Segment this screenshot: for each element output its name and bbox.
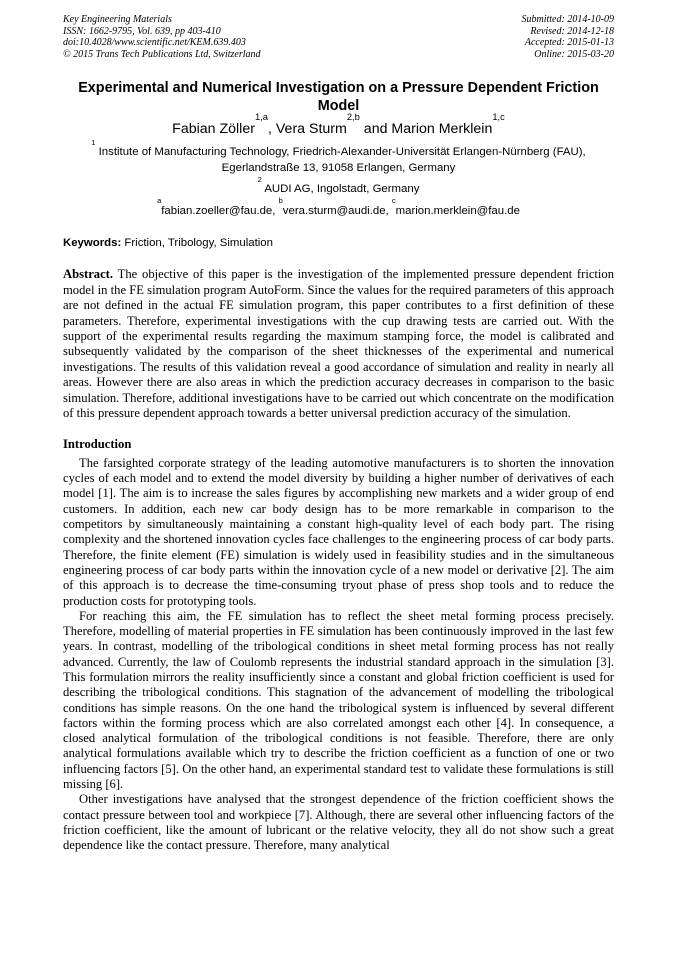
journal-header <box>63 14 614 60</box>
author-separator: and <box>359 121 392 138</box>
keywords <box>63 236 614 251</box>
affiliation <box>63 137 614 176</box>
affiliation <box>63 174 614 198</box>
journal-name: Key Engineering Materials <box>63 14 172 25</box>
date-submitted: Submitted: 2014-10-09 <box>521 14 614 25</box>
journal-doi: doi:10.4028/www.scientific.net/KEM.639.403 <box>63 37 246 49</box>
affiliation-text: Institute of Manufacturing Technology, Friedrich-Alexander-Universität Erlangen-Nürnberg (FAU), Egerlandstraße 13, 91058 Erlangen, Germany <box>98 146 586 174</box>
body-paragraph: For reaching this aim, the FE simulation has to reflect the sheet metal forming process precisely. Therefore, modelling of material properties in FE simulation has been continuously improved in the last few years. In contrast, modelling of the tribological conditions in sheet metal forming process has not really advanced. Currently, the law of Coulomb represents the industrial standard approach in the simulation [3]. This formulation mirrors the reality insufficiently since a constant and global friction coefficient is used for describing the tribological conditions. This stagnation of the advancement of modelling the tribological conditions has simple reasons. On the one hand the tribological system is influenced by several different factors within the forming process which are also correlated amongst each other [4]. In consequence, a closed analytical formulation of the tribological conditions is not feasible. Therefore, there are only analytical formulations available which try to describe the friction coefficient as a function of one or two influencing factors [5]. On the other hand, an experimental standard test to validate these formulations is still missing [6]. <box>63 608 614 792</box>
abstract <box>63 267 614 421</box>
keywords-label: Keywords: <box>63 237 122 250</box>
author-list <box>63 112 614 138</box>
keywords-text: Friction, Tribology, Simulation <box>124 237 273 250</box>
affiliation-mark: 2 <box>257 174 262 184</box>
date-online: Online: 2015-03-20 <box>534 48 614 60</box>
body-paragraph: The farsighted corporate strategy of the leading automotive manufacturers is to shorten the innovation cycles of each model and to extend the model diversity by building a higher number of derivatives of each model [1]. The aim is to increase the sales figures by accomplishing new markets and a wider group of end customers. In addition, each new car body design has to be more remarkable in comparison to the competitors by simultaneously maintaining a constant high-quality level of each body part. The rising complexity and the shortened innovation cycles face challenges to the engineering process of car body parts. Therefore, the finite element (FE) simulation is widely used in feasibility studies and in the simultaneous engineering process of car body parts within the innovation cycle of a new model or derivative [2]. The aim of this approach is to decrease the time-consuming tryout phase of press shop tools and to reduce the production costs for prototyping tools. <box>63 455 614 608</box>
author-separator: , <box>267 121 276 138</box>
author-affiliation-mark: 1,a <box>254 112 268 123</box>
paper-title: Experimental and Numerical Investigation on a Pressure Dependent Friction Model <box>78 80 599 115</box>
date-accepted: Accepted: 2015-01-13 <box>524 37 614 49</box>
email-address[interactable]: vera.sturm@audi.de <box>282 204 386 217</box>
author-affiliation-mark: 1,c <box>492 112 505 123</box>
affiliation-mark: 1 <box>91 137 96 147</box>
abstract-label: Abstract. <box>63 267 114 282</box>
section-heading-introduction: Introduction <box>63 437 132 452</box>
author-name: Vera Sturm <box>275 121 347 138</box>
affiliation-text: AUDI AG, Ingolstadt, Germany <box>264 183 420 196</box>
email-mark: b <box>278 196 283 206</box>
author-emails: $^a$fabian.zoeller@fau.de, $^b$vera.sturm@audi.de, $^c$marion.merklein@fau.de <box>157 196 520 217</box>
journal-info <box>63 14 261 60</box>
submission-dates <box>522 14 615 60</box>
journal-copyright: © 2015 Trans Tech Publications Ltd, Switzerland <box>63 48 261 60</box>
email-mark: c <box>391 196 396 206</box>
author-name: Marion Merklein <box>391 121 493 138</box>
author-name: Fabian Zöller <box>172 121 255 138</box>
date-revised: Revised: 2014-12-18 <box>530 25 614 37</box>
email-mark: a <box>157 196 162 206</box>
abstract-text: The objective of this paper is the investigation of the implemented pressure dependent friction model in the FE simulation program AutoForm. Since the values for the required parameters of this approach are not defined in the actual FE simulation program, this paper contributes to a first definition of these parameters. Therefore, experimental investigations with the cup drawing tests are carried out. With the support of the experimental results regarding the maximum stamping force, the model is calibrated and subsequently validated by the comparison of the sheet thicknesses of the experimental and numerical investigations. The results of this validation reveal a good accordance of simulation and reality in nearly all areas. However there are also areas in which the prediction accuracy decreases in comparison to the basic simulation. Therefore, additional investigations have to be carried out which concentrate on the modification of this pressure dependent approach towards a better universal prediction accuracy of the simulation. <box>63 267 615 421</box>
paper-page <box>63 14 614 854</box>
email-address[interactable]: fabian.zoeller@fau.de <box>161 204 273 217</box>
journal-issn: ISSN: 1662-9795, Vol. 639, pp 403-410 <box>63 25 221 37</box>
author-affiliation-mark: 2,b <box>346 112 360 123</box>
email-address[interactable]: marion.merklein@fau.de <box>395 204 520 217</box>
body-paragraph: Other investigations have analysed that the strongest dependence of the friction coefficient shows the contact pressure between tool and workpiece [7]. Although, there are several other influencing factors of the friction coefficient, like the amount of lubricant or the relative velocity, they all do not show such a great dependence like the contact pressure. Therefore, many analytical <box>63 792 614 853</box>
